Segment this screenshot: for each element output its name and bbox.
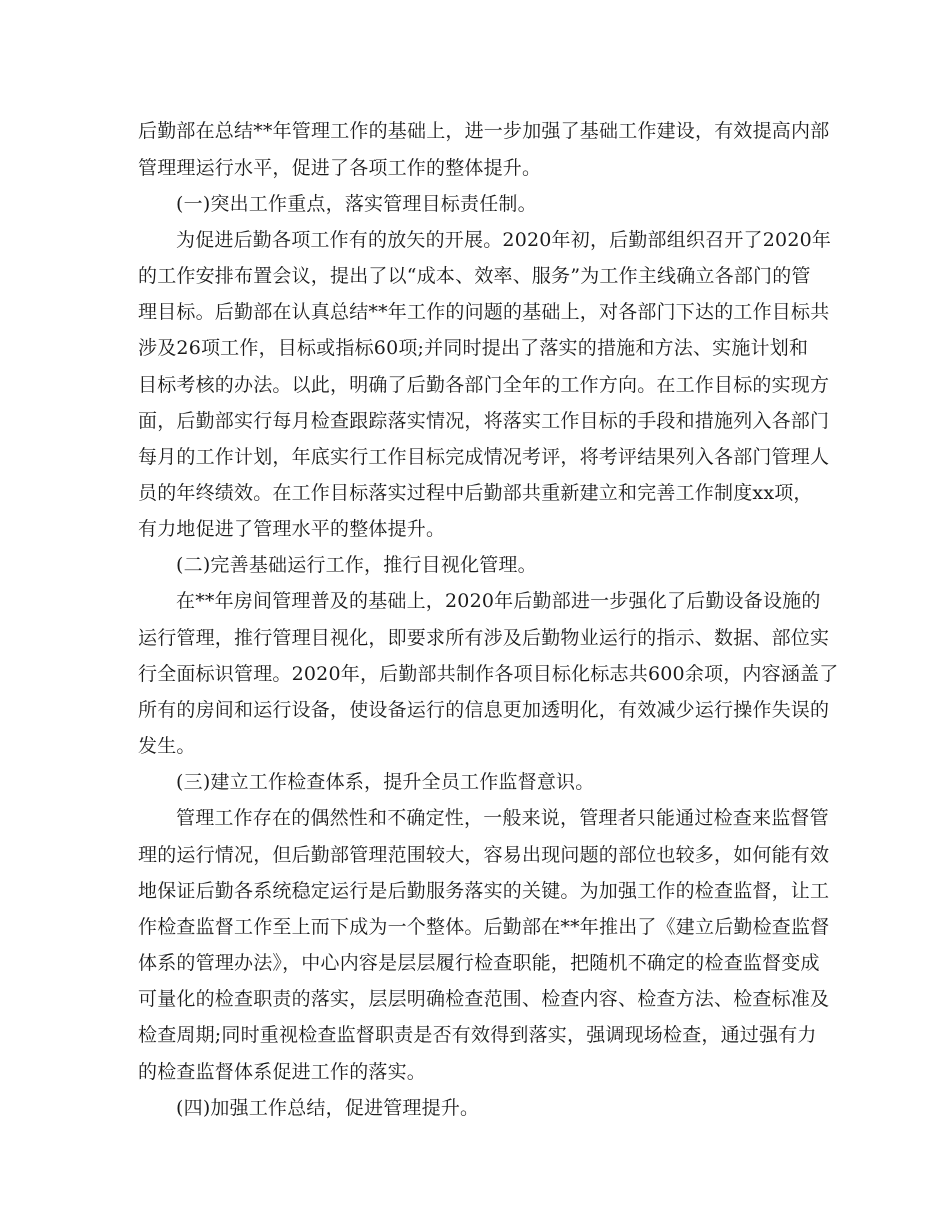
text-line: 有力地促进了管理水平的整体提升。 <box>138 518 446 540</box>
text-line: 员的年终绩效。在工作目标落实过程中后勤部共重新建立和完善工作制度xx项， <box>138 482 813 504</box>
section-heading: (一)突出工作重点，落实管理目标责任制。 <box>176 193 537 215</box>
text-line: 运行管理，推行管理目视化，即要求所有涉及后勤物业运行的指示、数据、部位实 <box>138 627 830 649</box>
text-line: 行全面标识管理。2020年，后勤部共制作各项目标化标志共600余项，内容涵盖了 <box>138 663 839 685</box>
text-line: 作检查监督工作至上而下成为一个整体。后勤部在**年推出了《建立后勤检查监督 <box>138 916 830 938</box>
text-line: 每月的工作计划，年底实行工作目标完成情况考评，将考评结果列入各部门管理人 <box>138 446 830 468</box>
text-line: 检查周期;同时重视检查监督职责是否有效得到落实，强调现场检查，通过强有力 <box>138 1024 817 1046</box>
text-line: 后勤部在总结**年管理工作的基础上，进一步加强了基础工作建设，有效提高内部 <box>138 120 830 142</box>
text-line: 可量化的检查职责的落实，层层明确检查范围、检查内容、检查方法、检查标准及 <box>138 988 830 1010</box>
text-line: 管理理运行水平，促进了各项工作的整体提升。 <box>138 157 542 179</box>
text-line: 所有的房间和运行设备，使设备运行的信息更加透明化，有效减少运行操作失误的 <box>138 699 830 721</box>
text-line: 体系的管理办法》，中心内容是层层履行检查职能，把随机不确定的检查监督变成 <box>138 952 820 974</box>
text-line: 的检查监督体系促进工作的落实。 <box>138 1061 427 1083</box>
text-line: 地保证后勤各系统稳定运行是后勤服务落实的关键。为加强工作的检查监督，让工 <box>138 880 830 902</box>
section-heading: (二)完善基础运行工作，推行目视化管理。 <box>176 554 537 576</box>
section-heading: (四)加强工作总结，促进管理提升。 <box>176 1097 480 1119</box>
text-line: 涉及26项工作，目标或指标60项;并同时提出了落实的措施和方法、实施计划和 <box>138 337 809 359</box>
text-line: 理的运行情况，但后勤部管理范围较大，容易出现问题的部位也较多，如何能有效 <box>138 844 830 866</box>
text-line: 发生。 <box>138 735 196 757</box>
text-line: 目标考核的办法。以此，明确了后勤各部门全年的工作方向。在工作目标的实现方 <box>138 374 830 396</box>
text-line: 的工作安排布置会议，提出了以“成本、效率、服务”为工作主线确立各部门的管 <box>138 265 811 287</box>
section-heading: (三)建立工作检查体系，提升全员工作监督意识。 <box>176 771 595 793</box>
text-line: 在**年房间管理普及的基础上，2020年后勤部进一步强化了后勤设备设施的 <box>176 590 821 612</box>
text-line: 为促进后勤各项工作有的放矢的开展。2020年初，后勤部组织召开了2020年 <box>176 229 832 251</box>
text-line: 面，后勤部实行每月检查跟踪落实情况，将落实工作目标的手段和措施列入各部门 <box>138 410 830 432</box>
text-line: 管理工作存在的偶然性和不确定性，一般来说，管理者只能通过检查来监督管 <box>176 807 829 829</box>
text-line: 理目标。后勤部在认真总结**年工作的问题的基础上，对各部门下达的工作目标共 <box>138 301 830 323</box>
